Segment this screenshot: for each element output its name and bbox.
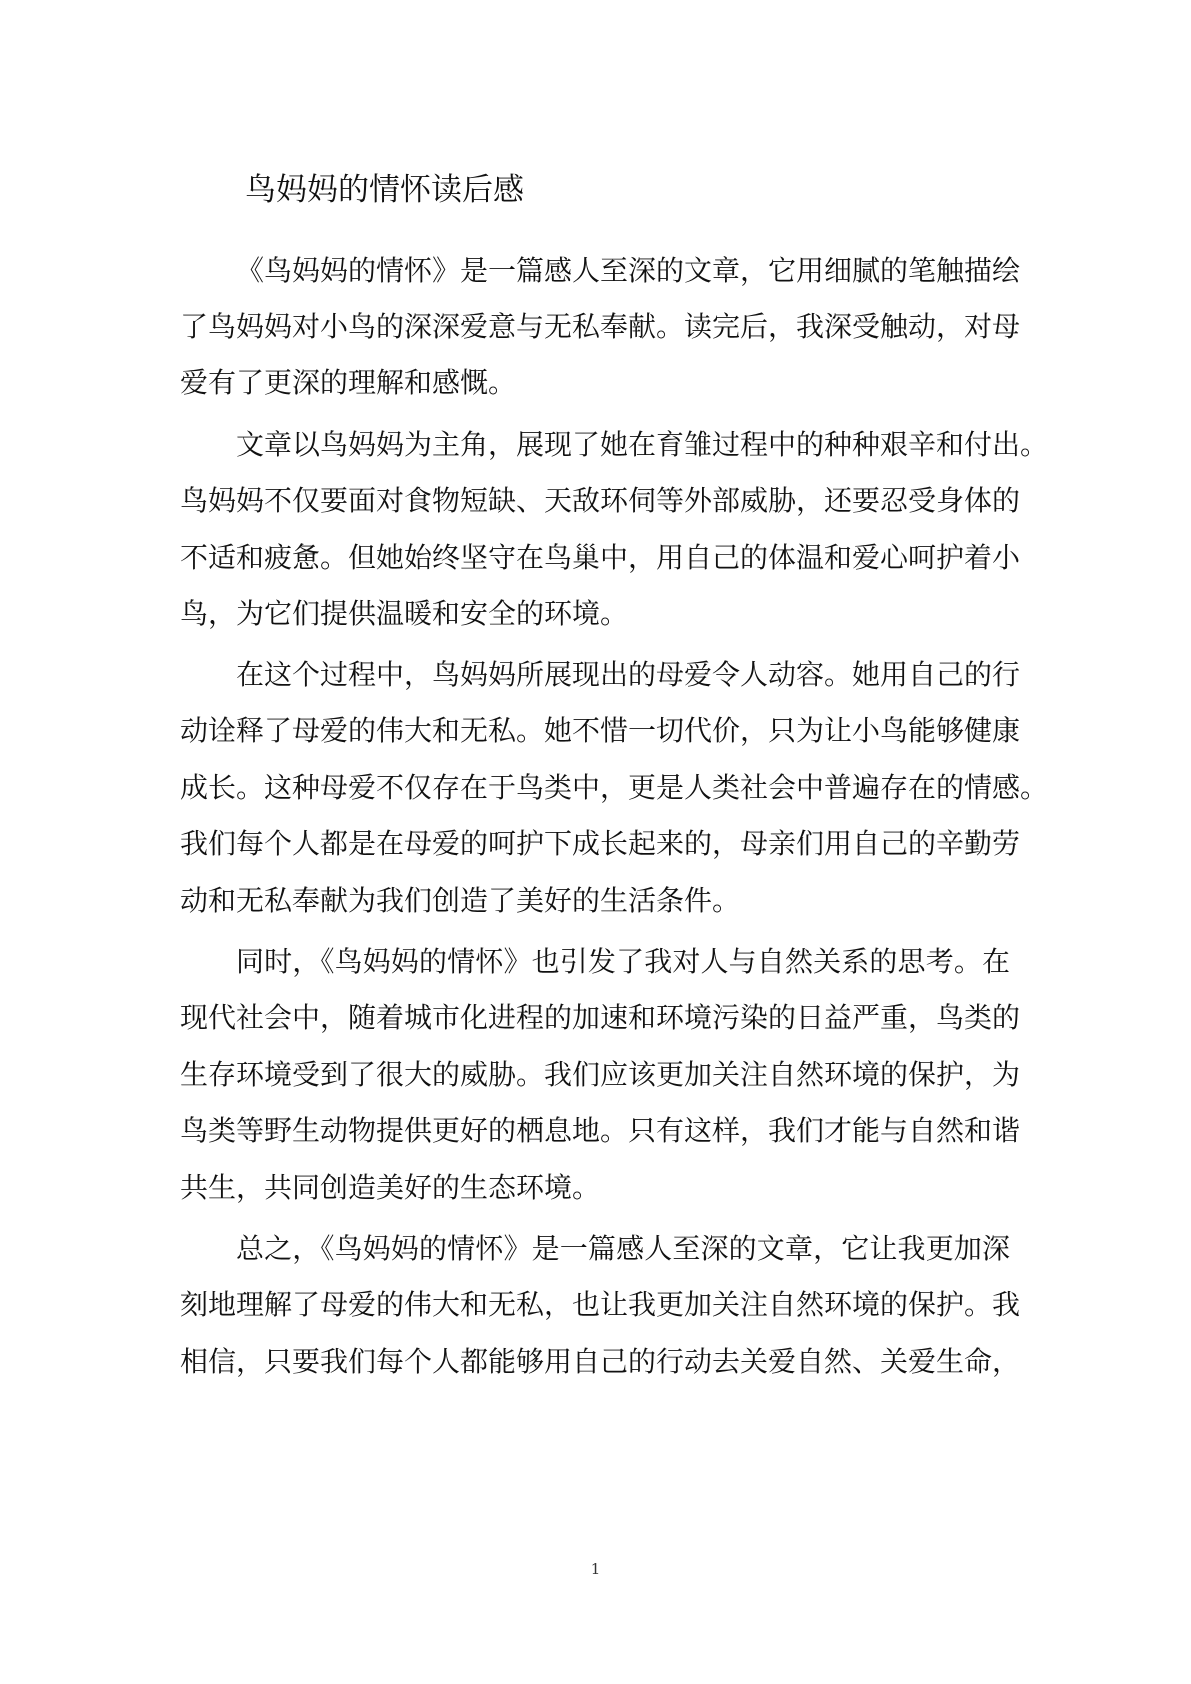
paragraph-2-line-4: 鸟，为它们提供温暖和安全的环境。 <box>180 597 629 630</box>
paragraph-2-line-3: 不适和疲惫。但她始终坚守在鸟巢中，用自己的体温和爱心呵护着小 <box>180 541 1021 574</box>
paragraph-4-line-5: 共生，共同创造美好的生态环境。 <box>180 1171 601 1204</box>
paragraph-1-line-3: 爱有了更深的理解和感慨。 <box>180 366 517 399</box>
paragraph-3-line-2: 动诠释了母爱的伟大和无私。她不惜一切代价，只为让小鸟能够健康 <box>180 714 1021 747</box>
paragraph-2-line-2: 鸟妈妈不仅要面对食物短缺、天敌环伺等外部威胁，还要忍受身体的 <box>180 484 1021 517</box>
paragraph-3-line-3: 成长。这种母爱不仅存在于鸟类中，更是人类社会中普遍存在的情感。 <box>180 771 1049 804</box>
document-title: 鸟妈妈的情怀读后感 <box>245 172 524 208</box>
page-number: 1 <box>590 1560 601 1578</box>
paragraph-5-line-1: 总之，《鸟妈妈的情怀》是一篇感人至深的文章，它让我更加深 <box>236 1232 1010 1265</box>
paragraph-4-line-1: 同时，《鸟妈妈的情怀》也引发了我对人与自然关系的思考。在 <box>236 945 1010 978</box>
paragraph-1-line-1: 《鸟妈妈的情怀》是一篇感人至深的文章，它用细腻的笔触描绘 <box>236 254 1021 287</box>
paragraph-1-line-2: 了鸟妈妈对小鸟的深深爱意与无私奉献。读完后，我深受触动，对母 <box>180 310 1021 343</box>
paragraph-3-line-4: 我们每个人都是在母爱的呵护下成长起来的，母亲们用自己的辛勤劳 <box>180 827 1021 860</box>
paragraph-5-line-3: 相信，只要我们每个人都能够用自己的行动去关爱自然、关爱生命， <box>180 1345 1021 1378</box>
paragraph-2-line-1: 文章以鸟妈妈为主角，展现了她在育雏过程中的种种艰辛和付出。 <box>236 428 1049 461</box>
paragraph-4-line-3: 生存环境受到了很大的威胁。我们应该更加关注自然环境的保护，为 <box>180 1058 1021 1091</box>
paragraph-3-line-1: 在这个过程中，鸟妈妈所展现出的母爱令人动容。她用自己的行 <box>236 658 1021 691</box>
paragraph-3-line-5: 动和无私奉献为我们创造了美好的生活条件。 <box>180 884 741 917</box>
paragraph-4-line-4: 鸟类等野生动物提供更好的栖息地。只有这样，我们才能与自然和谐 <box>180 1114 1021 1147</box>
paragraph-4-line-2: 现代社会中，随着城市化进程的加速和环境污染的日益严重，鸟类的 <box>180 1001 1021 1034</box>
paragraph-5-line-2: 刻地理解了母爱的伟大和无私，也让我更加关注自然环境的保护。我 <box>180 1288 1021 1321</box>
